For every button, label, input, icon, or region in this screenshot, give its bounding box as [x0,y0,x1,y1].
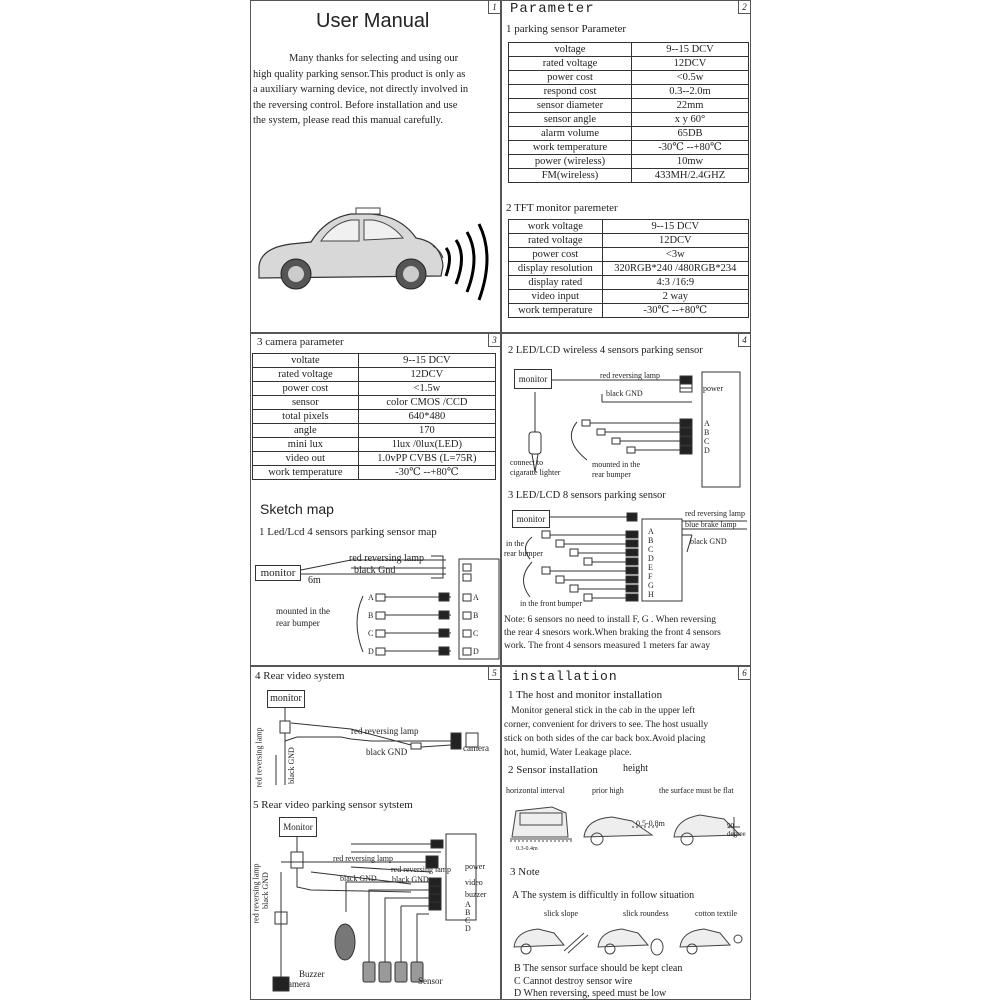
port-letter-c: C [648,545,654,554]
panel-rear-video [250,666,501,1000]
blue-brake-lamp-label: blue brake lamp [685,520,737,529]
sensor-connector [556,540,564,547]
spec-value: 65DB [631,127,748,141]
tft-monitor-table [508,219,749,318]
spec-value: 320RGB*240 /480RGB*234 [602,262,748,276]
spec-value: 12DCV [602,234,748,248]
spec-value: <1.5w [358,382,495,396]
port-letter-a: A [648,527,654,536]
spec-key: respond cost [509,85,632,99]
port-letter-b: B [704,428,710,437]
panel-camera-sketch [250,333,501,666]
red-reversing-lamp-label-3: red reversing lamp [391,865,451,874]
spec-key: display resolution [509,262,603,276]
mounted-label-1: mounted in the [276,606,330,616]
port-letter-d: D [473,647,479,656]
spec-key: power cost [509,71,632,85]
spec-row [509,276,749,290]
spec-value: 12DCV [631,57,748,71]
spec-key: work voltage [509,220,603,234]
plug [626,585,638,592]
spec-row [253,368,496,382]
height-label: height [623,763,648,774]
spec-row [509,304,749,318]
panel-number: 1 [488,1,500,14]
surface-flat-label: the surface must be flat [659,786,734,795]
spec-value: 640*480 [358,410,495,424]
spec-key: rated voltage [253,368,359,382]
spec-value: 2 way [602,290,748,304]
port-letter-d: D [648,554,654,563]
panel-parameter [501,0,751,333]
host-monitor-text: Monitor general stick in the cab in the upper left corner, convenient for drivers to see. The host usually stick on both sides of the car back box.Avoid placing hot, humid, Water Leakage place. [504,706,709,758]
spec-key: total pixels [253,410,359,424]
spec-row [253,354,496,368]
rear-video-parking-diagram [251,812,501,1000]
spec-key: power cost [253,382,359,396]
spec-value: 1lux /0lux(LED) [358,438,495,452]
red-reversing-lamp-label-2: red reversing lamp [333,854,393,863]
panel-number: 5 [488,667,500,680]
parking-sensor-table [508,42,749,183]
spec-key: video input [509,290,603,304]
host-port-label: video [465,878,483,887]
spec-row [253,424,496,438]
black-gnd-label: black GND [366,747,408,757]
sensor-connector [542,531,550,538]
plug [626,558,638,565]
panel-number: 6 [738,667,750,680]
port-letter-a: A [473,593,479,602]
spec-value: 10mw [631,155,748,169]
vertical-red-lamp: red reversing lamp [254,727,264,788]
sensor-letter-c: C [368,629,374,638]
sketch-map-title: Sketch map [260,501,334,517]
intro-text: Many thanks for selecting and using our high quality parking sensor.This product is only as a auxiliary warning device, not directly involved in the reversing control. Before installation and use the system, please read this manual carefully. [253,53,469,126]
panel-user-manual [250,0,501,333]
spec-key: angle [253,424,359,438]
buzzer-label: Buzzer [299,969,325,979]
port-letter-c: C [704,437,710,446]
connect-label-1: connect to [510,458,544,467]
rear-video-heading: 4 Rear video system [255,670,345,682]
spec-key: sensor [253,396,359,410]
black-gnd-label: black GND [606,389,643,398]
vertical-red-lamp-2: red reversing lamp [251,863,261,924]
spec-key: power cost [509,248,603,262]
port-letter-a: A [704,419,710,428]
tft-monitor-heading: 2 TFT monitor paremeter [506,202,618,214]
spec-row [509,234,749,248]
spec-value: -30℃ --+80℃ [358,466,495,480]
camera-label: camera [463,743,489,753]
plug [626,576,638,583]
red-reversing-lamp-label-2: red reversing lamp [685,509,745,518]
black-gnd-label-2: black GND [340,874,377,883]
port-letter-c: C [473,629,479,638]
spec-value: 170 [358,424,495,438]
spec-value: -30℃ --+80℃ [631,141,748,155]
spec-row [509,127,749,141]
car-with-sensor-waves-illustration [251,196,501,326]
spec-key: sensor diameter [509,99,632,113]
panel-number: 2 [738,1,750,14]
prior-high-label: prior high [592,786,624,795]
monitor-box: monitor [514,369,552,389]
spec-value: 0.3--2.0m [631,85,748,99]
note-d: D When reversing, speed must be low [514,988,667,999]
sketch-map-subtitle: 1 Led/Lcd 4 sensors parking sensor map [259,526,437,538]
spec-row [509,290,749,304]
panel-led-lcd-sensors [501,333,751,666]
note-c: C Cannot destroy sensor wire [514,976,633,987]
black-gnd-label-2: black GND [690,537,727,546]
port-letter-h: H [648,590,654,599]
spec-row [253,452,496,466]
spec-row [509,141,749,155]
panel-number: 4 [738,334,750,347]
spec-key: work temperature [509,304,603,318]
port-letter-e: E [648,563,653,572]
spec-value: -30℃ --+80℃ [602,304,748,318]
sensor-connector [542,567,550,574]
host-port-label: D [465,924,471,933]
spec-row [253,466,496,480]
monitor-box-2: Monitor [279,817,317,837]
mounted-label-2: rear bumper [276,618,320,628]
sensor-letter-a: A [368,593,374,602]
mounted-label-1: mounted in the [592,460,640,469]
spec-row [253,396,496,410]
slick-roundess-label: slick roundess [623,909,669,918]
red-reversing-lamp-label: red reversing lamp [600,371,660,380]
port-letter-g: G [648,581,654,590]
spec-row [253,438,496,452]
connect-label-2: cigaratte lighter [510,468,561,477]
parking-sensor-parameter-heading: 1 parking sensor Parameter [506,23,627,35]
spec-key: power (wireless) [509,155,632,169]
distance-small-1: 0.3-0.4m [516,846,538,852]
spec-row [253,410,496,424]
spec-key: mini lux [253,438,359,452]
camera-label-2: camera [284,979,310,989]
difficult-situation-figures [502,917,751,967]
distance-small-2: 0.5-0.8m [636,819,665,828]
spec-key: display rated [509,276,603,290]
host-port-label: power [465,862,485,871]
distance-label: 6m [308,575,321,586]
spec-row [509,220,749,234]
camera-table [252,353,496,480]
parameter-title: Parameter [510,1,595,17]
host-port-label: C [465,916,471,925]
slick-slope-label: slick slope [544,909,578,918]
spec-key: video out [253,452,359,466]
spec-row [509,113,749,127]
spec-key: voltage [509,43,632,57]
monitor-box: monitor [267,690,305,708]
sensor-letter-b: B [368,611,374,620]
spec-value: 9--15 DCV [631,43,748,57]
sensor-connector [584,558,592,565]
spec-value: <0.5w [631,71,748,85]
spec-value: color CMOS /CCD [358,396,495,410]
panel-installation [501,666,751,1000]
sensor-installation-figures [502,797,751,857]
note-text: Note: 6 sensors no need to install F, G . When reversing the rear 4 snesors work.When braking the front 4 sensors work. The front 4 sensors measured 1 meters far away [504,615,721,651]
8-sensors-heading: 3 LED/LCD 8 sensors parking sensor [508,490,666,501]
note-heading: 3 Note [510,866,540,878]
port-letter-f: F [648,572,653,581]
spec-row [509,248,749,262]
cotton-textile-label: cotton textile [695,909,737,918]
spec-row [509,169,749,183]
spec-key: sensor angle [509,113,632,127]
spec-value: 1.0vPP CVBS (L=75R) [358,452,495,466]
monitor-box: monitor [255,565,301,581]
port-letter-b: B [473,611,479,620]
plug [626,531,638,538]
host-port-label: B [465,908,471,917]
installation-title: installation [512,669,618,684]
spec-key: work temperature [253,466,359,480]
host-port-label: buzzer [465,890,487,899]
sensor-connector [556,576,564,583]
manual-title: User Manual [316,10,430,32]
power-label: power [703,384,723,393]
spec-key: alarm volume [509,127,632,141]
black-gnd-label: black Gnd [354,565,396,576]
host-monitor-heading: 1 The host and monitor installation [508,689,663,701]
spec-value: <3w [602,248,748,262]
spec-value: 9--15 DCV [358,354,495,368]
spec-key: voltate [253,354,359,368]
vertical-black-gnd-2: black GND [260,872,270,909]
mounted-label-2: rear bumper [592,470,631,479]
spec-value: 433MH/2.4GHZ [631,169,748,183]
sensor-label: Sensor [418,976,443,986]
note-a: A The system is difficultly in follow situation [512,890,695,901]
sensor-connector [570,585,578,592]
sensor-connector [584,594,592,601]
spec-row [253,382,496,396]
wireless-4-sensors-heading: 2 LED/LCD wireless 4 sensors parking sensor [508,345,703,356]
spec-row [509,262,749,276]
sensor-letter-d: D [368,647,374,656]
spec-row [509,43,749,57]
spec-value: x y 60° [631,113,748,127]
red-reversing-lamp-label: red reversing lamp [351,726,419,736]
monitor-box-2: monitor [512,510,550,528]
angle-small: 90 degree [727,822,746,838]
spec-key: FM(wireless) [509,169,632,183]
port-letter-d: D [704,446,710,455]
spec-value: 4:3 /16:9 [602,276,748,290]
note-b: B The sensor surface should be kept clean [514,963,683,974]
sensor-installation-heading: 2 Sensor installation [508,764,598,776]
spec-key: work temperature [509,141,632,155]
horizontal-interval-label: horizontal interval [506,786,565,795]
black-gnd-label-3: black GND [392,875,429,884]
plug [626,567,638,574]
spec-row [509,85,749,99]
plug [626,549,638,556]
spec-row [509,71,749,85]
in-the-label: in the [506,539,524,548]
spec-value: 12DCV [358,368,495,382]
rear-video-parking-heading: 5 Rear video parking sensor sytstem [253,799,413,811]
vertical-black-gnd: black GND [286,747,296,784]
plug [626,540,638,547]
spec-row [509,57,749,71]
host-port-label: A [465,900,471,909]
spec-value: 22mm [631,99,748,113]
red-reversing-lamp-label: red reversing lamp [349,553,424,564]
spec-value: 9--15 DCV [602,220,748,234]
sensor-connector [570,549,578,556]
spec-key: rated voltage [509,57,632,71]
spec-key: rated voltage [509,234,603,248]
panel-number: 3 [488,334,500,347]
spec-row [509,99,749,113]
front-bumper-label: in the front bumper [520,599,582,608]
port-letter-b: B [648,536,654,545]
rear-bumper-label: rear bumper [504,549,543,558]
plug [626,594,638,601]
spec-row [509,155,749,169]
camera-parameter-heading: 3 camera parameter [257,336,344,348]
